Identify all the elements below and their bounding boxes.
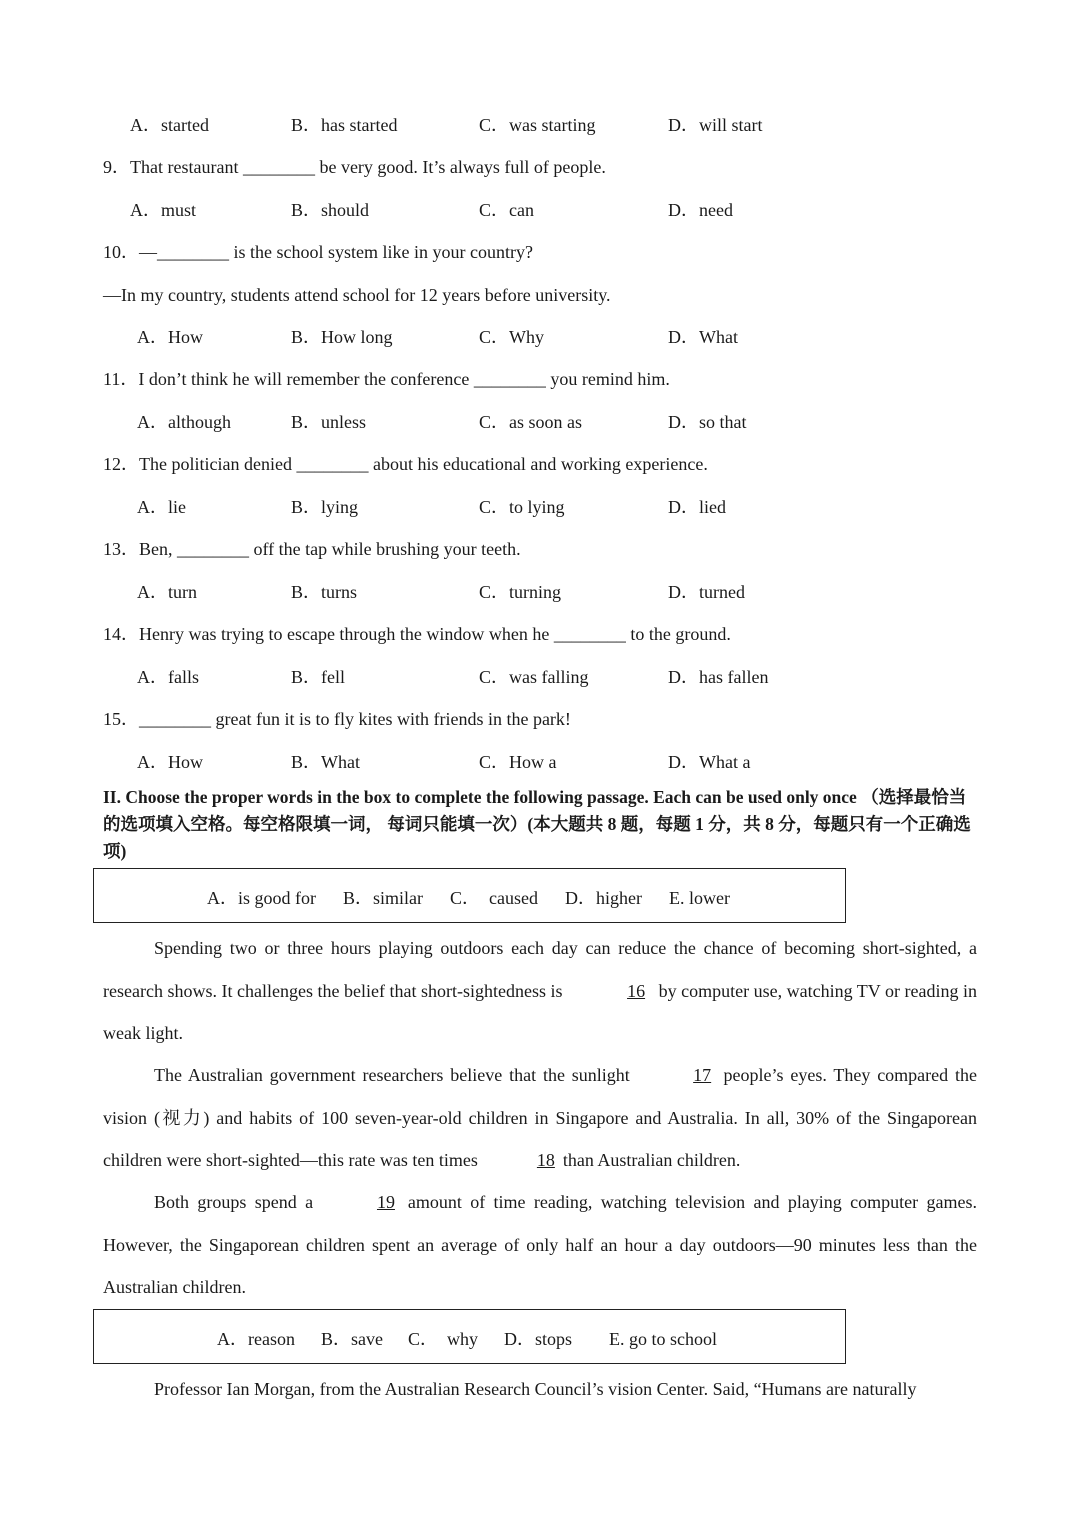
stem-text: is the school system like in your country?: [229, 242, 533, 262]
q8-option-a: A．started: [130, 115, 209, 135]
answer-blank: ________: [242, 157, 315, 177]
stem-text: —: [139, 242, 157, 262]
q9-option-c: C．can: [479, 200, 534, 220]
q10-option-d: D．What: [668, 327, 738, 347]
stem-text: Ben,: [139, 539, 177, 559]
q9-option-a: A．must: [130, 200, 197, 220]
q13-option-d: D．turned: [668, 582, 745, 602]
q14-option-b: B．fell: [291, 667, 345, 687]
q11-stem: [103, 370, 670, 388]
answer-blank: ________: [157, 242, 229, 262]
blank-16: 16: [627, 980, 646, 1001]
question-number: 14．: [103, 624, 139, 644]
q10-option-c: C．Why: [479, 327, 544, 347]
q11-option-b: B．unless: [291, 412, 367, 432]
q13-option-a: A．turn: [137, 582, 197, 602]
stem-text: That restaurant: [130, 157, 243, 177]
passage-paragraph-1: [103, 927, 977, 1055]
word-option: D．higher: [565, 888, 642, 908]
q9-stem: [103, 158, 606, 176]
stem-text: you remind him.: [545, 369, 670, 389]
passage-2-first-line: Professor Ian Morgan, from the Australian Research Council’s vision Center. Said, “Humans are naturally: [154, 1379, 917, 1399]
stem-text: off the tap while brushing your teeth.: [249, 539, 521, 559]
word-option: E. go to school: [609, 1329, 717, 1349]
q13-option-b: B．turns: [291, 582, 358, 602]
q12-stem: [103, 455, 708, 473]
word-box-2: [93, 1309, 846, 1364]
q11-option-c: C．as soon as: [479, 412, 582, 432]
word-option: A．is good for: [207, 888, 316, 908]
stem-text: Henry was trying to escape through the window when he: [139, 624, 554, 644]
stem-text: great fun it is to fly kites with friends in the park!: [211, 709, 571, 729]
question-number: 11．: [103, 369, 139, 389]
answer-blank: ________: [473, 369, 546, 389]
word-option: B．similar: [343, 888, 423, 908]
passage-paragraph-3: [103, 1181, 977, 1309]
passage-paragraph-2: [103, 1054, 977, 1182]
q8-option-c: C．was starting: [479, 115, 596, 135]
q9-option-d: D．need: [668, 200, 733, 220]
question-number: 13．: [103, 539, 139, 559]
answer-blank: ________: [296, 454, 369, 474]
q12-option-c: C．to lying: [479, 497, 565, 517]
word-option: D．stops: [504, 1329, 573, 1349]
stem-text: I don’t think he will remember the conference: [138, 369, 474, 389]
q13-stem: [103, 540, 521, 558]
q15-option-d: D．What a: [668, 752, 751, 772]
q9-option-b: B．should: [291, 200, 370, 220]
blank-18: 18: [536, 1150, 555, 1170]
q10-stem: [103, 243, 533, 261]
paragraph-text: Spending two or three hours playing outdoors each day can reduce the chance of becoming short-sighted, a research shows. It challenges the belief that short-sightedness is: [103, 938, 977, 1001]
question-number: 15．: [103, 709, 139, 729]
q15-option-c: C．How a: [479, 752, 557, 772]
section-2-heading: II. Choose the proper words in the box to complete the following passage. Each can be used only once （选择最恰当的选项填入空格。每空格限填一词， 每词只能填一次）(本大题共 8 题，每题 1 分，共 8 分，每题只有一个正确选项): [103, 787, 971, 861]
answer-blank: ________: [139, 709, 211, 729]
word-option: E. lower: [669, 888, 730, 908]
q14-option-a: A．falls: [137, 667, 199, 687]
stem-text: be very good. It’s always full of people.: [314, 157, 606, 177]
stem-text: about his educational and working experience.: [368, 454, 708, 474]
q12-option-b: B．lying: [291, 497, 359, 517]
q10-option-a: A．How: [137, 327, 203, 347]
word-option: C． why: [408, 1329, 479, 1349]
q12-option-d: D．lied: [668, 497, 726, 517]
q15-stem: [103, 710, 571, 728]
word-option: A．reason: [217, 1329, 295, 1349]
q11-option-d: D．so that: [668, 412, 747, 432]
blank-19: 19: [376, 1192, 395, 1212]
q8-option-d: D．will start: [668, 115, 763, 135]
word-option: B．save: [321, 1329, 383, 1349]
q14-option-c: C．was falling: [479, 667, 589, 687]
paragraph-text: The Australian government researchers believe that the sunlight: [154, 1065, 637, 1085]
answer-blank: ________: [553, 624, 626, 644]
q12-option-a: A．lie: [137, 497, 186, 517]
answer-blank: ________: [177, 539, 249, 559]
question-number: 10．: [103, 242, 139, 262]
paragraph-text: than Australian children.: [558, 1150, 741, 1170]
q15-option-a: A．How: [137, 752, 203, 772]
q10-option-b: B．How long: [291, 327, 393, 347]
q8-option-b: B．has started: [291, 115, 398, 135]
paragraph-text: amount of time reading, watching television and playing computer games. However, the Singaporean children spent an average of only half an hour a day outdoors—90 minutes less than the Australian children.: [103, 1192, 977, 1297]
blank-17: 17: [693, 1065, 712, 1085]
question-number: 12．: [103, 454, 139, 474]
paragraph-text: people’s eyes. They compared the vision (视力) and habits of 100 seven-year-old children in Singapore and Australia. In all, 30% of the Singaporean children were short-sighted—this rate was ten times: [103, 1065, 977, 1170]
question-number: 9．: [103, 157, 130, 177]
paragraph-text: by computer use, watching TV or reading in weak light.: [103, 980, 977, 1043]
q10-reply: —In my country, students attend school for 12 years before university.: [103, 285, 611, 305]
q11-option-a: A．although: [137, 412, 231, 432]
paragraph-text: Both groups spend a: [154, 1192, 322, 1212]
q14-stem: [103, 625, 731, 643]
word-box-1: [93, 868, 846, 923]
q15-option-b: B．What: [291, 752, 360, 772]
stem-text: The politician denied: [139, 454, 297, 474]
word-option: C． caused: [450, 888, 538, 908]
stem-text: to the ground.: [625, 624, 731, 644]
q14-option-d: D．has fallen: [668, 667, 769, 687]
q13-option-c: C．turning: [479, 582, 562, 602]
